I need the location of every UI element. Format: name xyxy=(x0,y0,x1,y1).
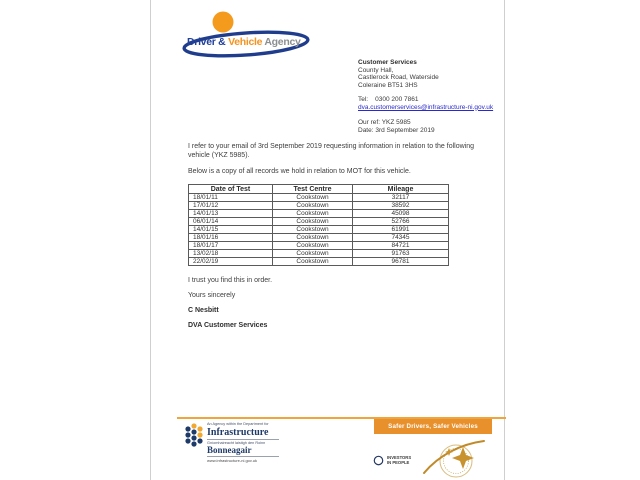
dva-logo-wordmark xyxy=(187,36,301,48)
tel-label: Tel: xyxy=(358,96,369,103)
letter-date: Date: 3rd September 2019 xyxy=(358,126,435,134)
mot-cell-date: 18/01/17 xyxy=(189,242,273,250)
dfi-hexagon-logo-icon xyxy=(184,422,204,448)
iip-circle-icon xyxy=(373,455,384,466)
letter-page xyxy=(150,0,505,480)
table-row xyxy=(189,226,449,234)
sign-off: Yours sincerely xyxy=(188,292,236,299)
table-row xyxy=(189,210,449,218)
logo-word-agency: Agency xyxy=(262,36,301,48)
body-paragraph-2: Below is a copy of all records we hold in relation to MOT for this vehicle. xyxy=(188,168,411,175)
mot-cell-centre: Cookstown xyxy=(273,226,353,234)
mot-header-centre: Test Centre xyxy=(273,185,353,194)
mot-cell-date: 06/01/14 xyxy=(189,218,273,226)
mot-cell-centre: Cookstown xyxy=(273,234,353,242)
iip-line1: INVESTORS xyxy=(387,454,412,460)
mot-cell-mileage: 45098 xyxy=(353,210,449,218)
mot-cell-centre: Cookstown xyxy=(273,250,353,258)
dfi-tagline: An Agency within the Department for xyxy=(207,422,269,426)
sender-telephone xyxy=(358,96,493,104)
mot-header-mileage: Mileage xyxy=(353,185,449,194)
mot-cell-date: 17/01/12 xyxy=(189,202,273,210)
mot-cell-date: 13/02/18 xyxy=(189,250,273,258)
our-ref: Our ref: YKZ 5985 xyxy=(358,119,411,126)
safer-drivers-banner: Safer Drivers, Safer Vehicles xyxy=(374,419,492,434)
mot-cell-mileage: 96781 xyxy=(353,258,449,266)
mot-cell-centre: Cookstown xyxy=(273,194,353,202)
dfi-tagline-irish: Gníomhaireacht laistigh den Roinn xyxy=(207,440,266,445)
mot-header-row xyxy=(189,185,449,194)
mot-cell-date: 14/01/15 xyxy=(189,226,273,234)
signature-name: C Nesbitt xyxy=(188,307,219,314)
mot-cell-date: 18/01/16 xyxy=(189,234,273,242)
table-row xyxy=(189,242,449,250)
table-row xyxy=(189,202,449,210)
table-row xyxy=(189,250,449,258)
mot-cell-date: 22/02/19 xyxy=(189,258,273,266)
mot-cell-centre: Cookstown xyxy=(273,218,353,226)
mot-cell-centre: Cookstown xyxy=(273,258,353,266)
sender-name: Customer Services xyxy=(358,59,417,66)
mot-cell-mileage: 91763 xyxy=(353,250,449,258)
dfi-rule xyxy=(207,439,279,440)
table-row xyxy=(189,258,449,266)
mot-cell-mileage: 74345 xyxy=(353,234,449,242)
iip-label xyxy=(387,456,417,466)
dfi-website: www.infrastructure-ni.gov.uk xyxy=(207,458,257,463)
logo-word-vehicle: Vehicle xyxy=(225,36,263,48)
dfi-name: Infrastructure xyxy=(207,426,269,438)
dfi-rule xyxy=(207,456,279,457)
mot-header-date: Date of Test xyxy=(189,185,273,194)
mot-cell-date: 18/01/11 xyxy=(189,194,273,202)
customer-service-excellence-star-icon xyxy=(421,436,487,478)
table-row xyxy=(189,234,449,242)
tel-number: 0300 200 7861 xyxy=(375,96,419,103)
mot-cell-mileage: 38592 xyxy=(353,202,449,210)
logo-word-driver: Driver & xyxy=(187,36,226,48)
table-row xyxy=(189,218,449,226)
sender-address-line: County Hall, xyxy=(358,66,394,74)
iip-line2: IN PEOPLE xyxy=(387,459,410,465)
mot-cell-centre: Cookstown xyxy=(273,202,353,210)
mot-cell-mileage: 32117 xyxy=(353,194,449,202)
table-row xyxy=(189,194,449,202)
body-paragraph-1: I refer to your email of 3rd September 2019 requesting information in relation to the following vehicle (YKZ 5985). xyxy=(188,143,474,159)
logo-sun-icon xyxy=(213,12,234,33)
investors-in-people-logo xyxy=(373,455,417,466)
email-link[interactable]: dva.customerservices@infrastructure-ni.gov.uk xyxy=(358,103,494,111)
sender-address-line: Castlerock Road, Waterside xyxy=(358,74,439,81)
mot-cell-date: 14/01/13 xyxy=(189,210,273,218)
mot-cell-mileage: 52766 xyxy=(353,218,449,226)
mot-cell-centre: Cookstown xyxy=(273,210,353,218)
mot-cell-mileage: 84721 xyxy=(353,242,449,250)
sender-address-block xyxy=(358,59,493,134)
signature-title: DVA Customer Services xyxy=(188,322,268,329)
mot-records-table xyxy=(188,184,449,266)
sender-address-line: Coleraine BT51 3HS xyxy=(358,81,418,89)
closing-line: I trust you find this in order. xyxy=(188,277,273,284)
dfi-name-irish: Bonneagair xyxy=(207,445,252,455)
mot-cell-mileage: 61991 xyxy=(353,226,449,234)
dfi-logo-text xyxy=(207,422,287,463)
mot-cell-centre: Cookstown xyxy=(273,242,353,250)
